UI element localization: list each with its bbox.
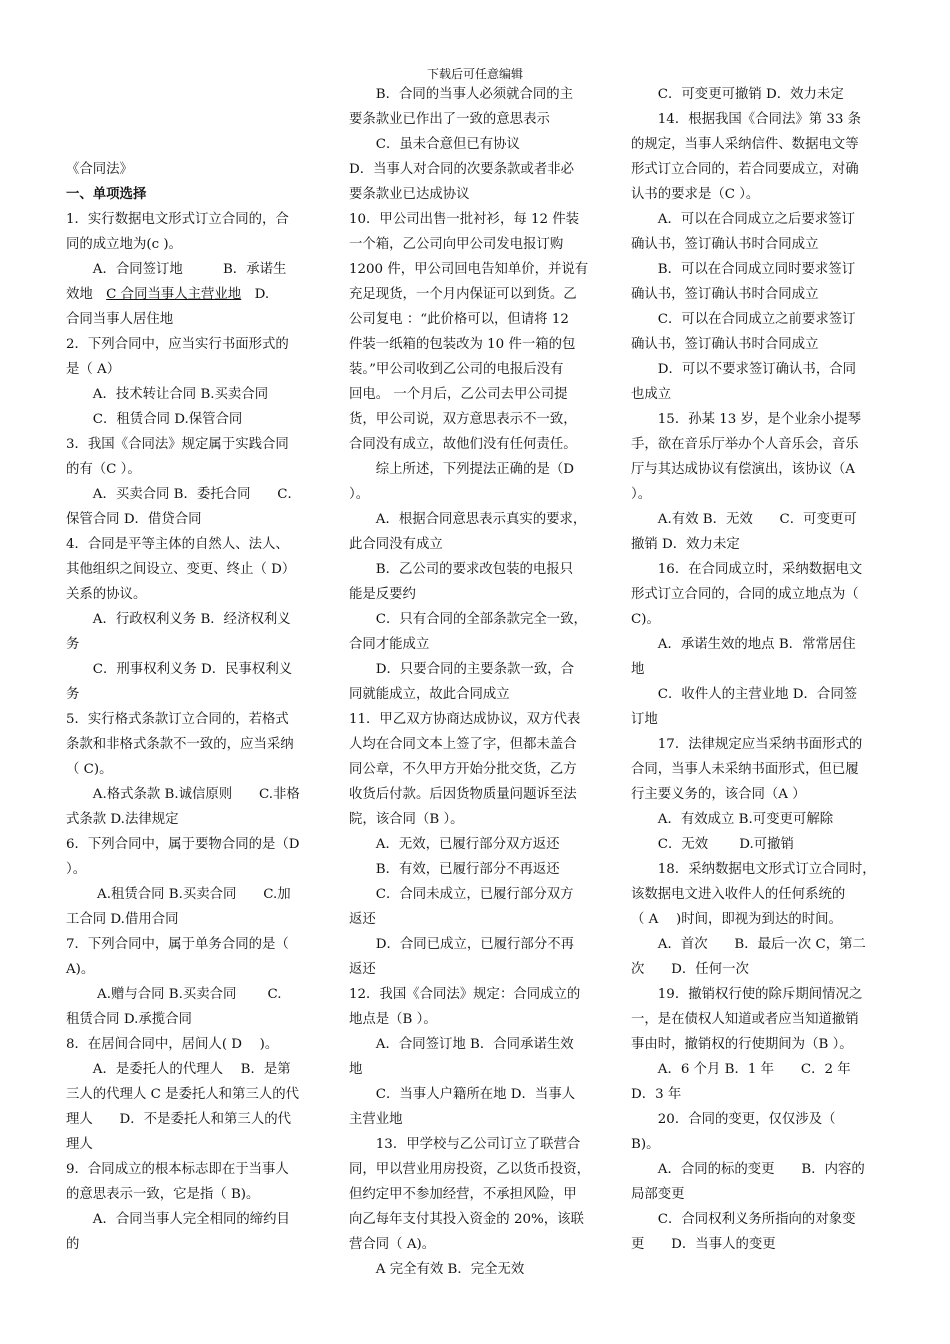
text-line [631,207,893,232]
text-line [66,1232,324,1257]
text-line [349,282,611,307]
text-line-part: 4．合同是平等主体的自然人、法人、 [66,537,289,552]
text-line [349,782,611,807]
text-line-part: 主营业地 [349,1112,403,1127]
text-line [66,1182,324,1207]
text-line-part: A．6 个月 B．1 年 C．2 年 [631,1062,851,1077]
text-line [349,582,611,607]
text-line-part: 但约定甲不参加经营，不承担风险，甲 [349,1187,577,1202]
text-line-part: 装。”甲公司收到乙公司的电报后没有 [349,362,564,377]
text-line-part: 确认书，签订确认书时合同成立 [631,287,819,302]
text-line [631,357,893,382]
text-line-part: 人均在合同文本上签了字，但都未盖合 [349,737,577,752]
text-line [349,507,611,532]
text-line [66,807,324,832]
text-line-part: C．刑事权利义务 D．民事权利义 [66,662,293,677]
text-line-part: 19．撤销权行使的除斥期间情况之 [631,987,863,1002]
text-line-part: A．根据合同意思表示真实的要求， [349,512,587,527]
text-line-part: 《合同法》 [66,162,133,177]
text-line [66,232,324,257]
text-line [66,832,324,857]
text-line [631,282,893,307]
text-line-part: 更 D．当事人的变更 [631,1237,776,1252]
text-line-part: 撤销 D．效力未定 [631,537,740,552]
text-line [631,532,893,557]
text-line-part: 工合同 D.借用合同 [66,912,179,927]
text-line-part: 保管合同 D．借贷合同 [66,512,202,527]
text-line [631,432,893,457]
text-line-part: B)。 [631,1137,660,1152]
text-line [66,1107,324,1132]
text-line-part: 订地 [631,712,658,727]
text-line-part: C．可以在合同成立之前要求签订 [631,312,856,327]
text-line [66,982,324,1007]
text-line-part: B．有效，已履行部分不再返还 [349,862,560,877]
text-line-part: C．合同未成立，已履行部分双方 [349,887,574,902]
text-line-part: 理人 D．不是委托人和第三人的代 [66,1112,291,1127]
text-line [631,1032,893,1057]
text-line [631,182,893,207]
text-line-part: 13．甲学校与乙公司订立了联营合 [349,1137,581,1152]
text-line-part: 式条款 D.法律规定 [66,812,179,827]
text-line-part: D．3 年 [631,1087,682,1102]
text-line [349,82,611,107]
text-line-part: A．合同签订地 B．合同承诺生效 [349,1037,574,1052]
text-line [349,1107,611,1132]
text-line-part: 形式订立合同的，合同的成立地点为（ [631,587,859,602]
text-line [349,107,611,132]
text-line [66,682,324,707]
text-line [631,857,893,882]
text-line-part: 厅与其达成协议有偿演出，该协议（A [631,462,855,477]
text-line [66,207,324,232]
text-line [631,907,893,932]
text-line-part: C．合同权利义务所指向的对象变 [631,1212,856,1227]
text-line-part: 理人 [66,1137,93,1152]
text-line-part: 务 [66,637,80,652]
text-line-part: A．可以在合同成立之后要求签订 [631,212,855,227]
text-line-part: C．虽未合意但已有协议 [349,137,520,152]
text-line-part: A.有效 B．无效 C．可变更可 [631,512,857,527]
text-line [349,1232,611,1257]
text-line [349,632,611,657]
text-line [631,157,893,182]
text-line-part: A．买卖合同 B．委托合同 C． [66,487,301,502]
text-line-part: 的意思表示一致，它是指（ B)。 [66,1187,260,1202]
text-line [66,1007,324,1032]
text-line-part: 17．法律规定应当采纳书面形式的 [631,737,863,752]
text-line-part: 公司复电 ：“此价格可以，但请将 12 [349,312,569,327]
text-line-part: 回电。 一个月后，乙公司去甲公司提 [349,387,568,402]
text-line-part: 要条款业已作出了一致的意思表示 [349,112,550,127]
text-line-part: 返还 [349,962,376,977]
text-line [349,857,611,882]
text-line-part: 综上所述，下列提法正确的是（D [349,462,574,477]
text-line [349,982,611,1007]
text-line-part: ）。 [349,487,370,502]
text-line [631,757,893,782]
text-line-part: 效地 [66,287,107,302]
text-line-part: 的有（C ）。 [66,462,141,477]
text-line [631,1182,893,1207]
text-line-part: 收货后付款。后因货物质量问题诉至法 [349,787,577,802]
text-line-part: A．承诺生效的地点 B．常常居住 [631,637,856,652]
text-line [349,657,611,682]
text-line [66,257,324,282]
text-line-part: 10．甲公司出售一批衬衫，每 12 件装 [349,212,580,227]
text-line [631,1057,893,1082]
text-line-part: C．无效 D.可撤销 [631,837,794,852]
text-line-part: 同公章，不久甲方开始分批交货，乙方 [349,762,577,777]
text-line [631,807,893,832]
text-line-part: ）。 [631,487,652,502]
column-2 [349,82,611,1282]
text-line [66,757,324,782]
text-line [66,307,324,332]
text-line [631,407,893,432]
text-line [349,1207,611,1232]
text-line-part: 手，欲在音乐厅举办个人音乐会，音乐 [631,437,859,452]
text-line [631,982,893,1007]
text-line [349,332,611,357]
text-line-part: ）。 [66,862,87,877]
text-line-part: 2．下列合同中，应当实行书面形式的 [66,337,289,352]
text-line [349,132,611,157]
text-line [631,457,893,482]
text-line [631,1132,893,1157]
text-line [349,382,611,407]
text-line [66,607,324,632]
text-line-part: A．合同的标的变更 B．内容的 [631,1162,865,1177]
underlined-answer: C 合同当事人主营业地 [106,287,242,302]
text-line [631,107,893,132]
text-line [66,282,324,307]
text-line [66,332,324,357]
text-line [66,1057,324,1082]
text-line-part: 地 [631,662,645,677]
text-line [631,1107,893,1132]
text-line [631,832,893,857]
text-line [66,582,324,607]
text-line-part: 次 D．任何一次 [631,962,749,977]
text-line [66,882,324,907]
text-line [631,682,893,707]
text-line [631,307,893,332]
text-line [631,257,893,282]
text-line-part: 务 [66,687,80,702]
text-line [631,482,893,507]
text-line [349,357,611,382]
text-line [349,207,611,232]
text-line [349,707,611,732]
text-line-part: A．合同当事人完全相同的缔约目 [66,1212,290,1227]
text-line [631,557,893,582]
text-line-part: 地 [349,1062,363,1077]
text-line [66,357,324,382]
column-3 [631,82,893,1257]
text-line-part: 行主要义务的，该合同（A ） [631,787,806,802]
text-line-part: 是（ A） [66,362,121,377]
text-line [349,257,611,282]
text-line-part: 局部变更 [631,1187,685,1202]
text-line-part: C．只有合同的全部条款完全一致， [349,612,587,627]
text-line-part: 货，甲公司说，双方意思表示不一致， [349,412,577,427]
text-line-part: A．是委托人的代理人 B．是第 [66,1062,291,1077]
text-line-part: 关系的协议。 [66,587,147,602]
text-line-part: D．可以不要求签订确认书，合同 [631,362,856,377]
text-line-part: A．有效成立 B.可变更可解除 [631,812,834,827]
text-line-part: 1200 件，甲公司回电告知单价，并说有 [349,262,589,277]
text-line-part: C)。 [631,612,660,627]
text-line [631,1007,893,1032]
text-line-part: 3．我国《合同法》规定属于实践合同 [66,437,289,452]
text-line-part: 6．下列合同中，属于要物合同的是（D [66,837,300,852]
text-line [66,157,324,182]
text-line [349,732,611,757]
text-line [66,632,324,657]
text-line-part: C．收件人的主营业地 D．合同签 [631,687,858,702]
text-line [66,732,324,757]
text-line [349,882,611,907]
text-line-part: A.格式条款 B.诚信原则 C.非格 [66,787,300,802]
text-line-part: 一、单项选择 [66,186,147,202]
text-line-part: 租赁合同 D.承揽合同 [66,1012,192,1027]
page-header: 下载后可任意编辑 [426,67,523,81]
text-line [631,732,893,757]
text-line [349,1032,611,1057]
text-line-part: 营合同（ A)。 [349,1237,436,1252]
text-line [66,432,324,457]
text-line [66,382,324,407]
text-line-part: 事由时，撤销权的行使期间为（B ）。 [631,1037,853,1052]
text-line-part: 确认书，签订确认书时合同成立 [631,237,819,252]
text-line [349,307,611,332]
text-line [631,632,893,657]
text-line [349,557,611,582]
text-line-part: D．合同已成立，已履行部分不再 [349,937,574,952]
text-line-part: （ A )时间，即视为到达的时间。 [631,912,842,927]
text-line [66,557,324,582]
text-line [349,457,611,482]
text-line [66,657,324,682]
text-line [631,657,893,682]
text-line [631,957,893,982]
text-line-part: 同就能成立，故此合同成立 [349,687,510,702]
text-line-part: 件装一纸箱的包装改为 10 件一箱的包 [349,337,576,352]
text-line-part: A．技术转让合同 B.买卖合同 [66,387,269,402]
text-line [66,1157,324,1182]
text-line-part: 1．实行数据电文形式订立合同的，合 [66,212,289,227]
text-line-part: 返还 [349,912,376,927]
text-line [349,907,611,932]
text-line-part: 合同没有成立，故他们没有任何责任。 [349,437,577,452]
text-line-part: 充足现货，一个月内保证可以到货。乙 [349,287,577,302]
text-line [66,532,324,557]
text-line-part: C．可变更可撤销 D．效力未定 [631,87,844,102]
text-line-part: 其他组织之间设立、变更、终止（ D） [66,562,296,577]
text-line [631,1232,893,1257]
text-line-part: 9．合同成立的根本标志即在于当事人 [66,1162,289,1177]
text-line [631,582,893,607]
section-heading [66,182,324,207]
text-line-part: 一，是在债权人知道或者应当知道撤销 [631,1012,859,1027]
text-line-part: 14．根据我国《合同法》第 33 条 [631,112,862,127]
text-line-part: 8．在居间合同中，居间人( D )。 [66,1037,279,1052]
text-line [631,1157,893,1182]
text-line [631,332,893,357]
text-line-part: 地点是（B ）。 [349,1012,437,1027]
text-line [66,957,324,982]
text-line [349,807,611,832]
text-line-part: 能是反要约 [349,587,416,602]
text-line-part: 一个箱，乙公司向甲公司发电报订购 [349,237,564,252]
text-line [631,507,893,532]
text-line [631,382,893,407]
text-line [349,957,611,982]
text-line-part: D. [241,287,270,302]
text-line-part: D．当事人对合同的次要条款或者非必 [349,162,574,177]
text-line-part: 11．甲乙双方协商达成协议，双方代表 [349,712,581,727]
text-line-part: 合同当事人居住地 [66,312,174,327]
text-line [349,1257,611,1282]
text-line [66,407,324,432]
column-1 [66,82,324,1257]
text-line-part: 7．下列合同中，属于单务合同的是（ [66,937,289,952]
text-line-part: C．租赁合同 D.保管合同 [66,412,243,427]
text-line [631,132,893,157]
text-line [349,432,611,457]
text-line-part: 向乙每年支付其投入资金的 20%，该联 [349,1212,584,1227]
text-line-part: C．当事人户籍所在地 D．当事人 [349,1087,576,1102]
text-line-part: 同的成立地为(c )。 [66,237,182,252]
text-line-part: 形式订立合同的，若合同要成立，对确 [631,162,859,177]
text-line [349,232,611,257]
text-line-part: A．无效，已履行部分双方返还 [349,837,560,852]
text-line-part: 的 [66,1237,80,1252]
text-line-part: A.租赁合同 B.买卖合同 C.加 [66,887,291,902]
text-line [631,607,893,632]
text-line [66,932,324,957]
text-line [349,1157,611,1182]
text-line-part: 15．孙某 13 岁，是个业余小提琴 [631,412,862,427]
text-line-part: B．合同的当事人必须就合同的主 [349,87,574,102]
text-line-part: 同，甲以营业用房投资，乙以货币投资， [349,1162,591,1177]
text-line [349,757,611,782]
text-line-part: 条款和非格式条款不一致的，应当采纳 [66,737,294,752]
blank-line [66,82,324,107]
text-line [349,932,611,957]
text-line-part: 5．实行格式条款订立合同的，若格式 [66,712,289,727]
text-line [349,1082,611,1107]
text-line-part: 院，该合同（B ）。 [349,812,464,827]
text-line-part: 12．我国《合同法》规定：合同成立的 [349,987,581,1002]
text-line [66,482,324,507]
text-line-part: 要条款业已达成协议 [349,187,470,202]
text-line-part: B．乙公司的要求改包装的电报只 [349,562,574,577]
text-line-part: 20．合同的变更，仅仅涉及（ [631,1112,836,1127]
text-line-part: 合同，当事人未采纳书面形式，但已履 [631,762,859,777]
text-line [349,832,611,857]
text-line-part: D．只要合同的主要条款一致，合 [349,662,574,677]
text-line [66,1132,324,1157]
text-line [66,457,324,482]
text-line-part: A．首次 B．最后一次 C，第二 [631,937,866,952]
text-line [631,782,893,807]
text-line [631,882,893,907]
text-line [349,607,611,632]
text-line [66,857,324,882]
text-line-part: 16．在合同成立时，采纳数据电文 [631,562,863,577]
text-line-part: B．可以在合同成立同时要求签订 [631,262,856,277]
text-line-part: A．合同签订地 B．承诺生 [66,262,287,277]
blank-line [66,132,324,157]
text-line [631,707,893,732]
text-line-part: 认书的要求是（C ）。 [631,187,760,202]
text-line-part: A.赠与合同 B.买卖合同 C. [66,987,282,1002]
text-line [349,1182,611,1207]
text-line [631,1207,893,1232]
text-line-part: 也成立 [631,387,672,402]
text-line [631,1082,893,1107]
text-line-part: 18．采纳数据电文形式订立合同时， [631,862,876,877]
text-line [349,182,611,207]
text-line [66,907,324,932]
text-line [66,707,324,732]
text-line-part: A．行政权利义务 B．经济权利义 [66,612,291,627]
blank-line [66,107,324,132]
text-line-part: 的规定，当事人采纳信件、数据电文等 [631,137,859,152]
text-line [349,482,611,507]
text-line [349,407,611,432]
text-line [66,782,324,807]
text-line [349,1057,611,1082]
text-line [66,1082,324,1107]
text-line [349,682,611,707]
text-line-part: 此合同没有成立 [349,537,443,552]
text-line [349,1007,611,1032]
text-line-part: 确认书，签订确认书时合同成立 [631,337,819,352]
text-line [349,532,611,557]
text-line [66,507,324,532]
text-line-part: 合同才能成立 [349,637,430,652]
text-line-part: （ C)。 [66,762,113,777]
text-line [349,1132,611,1157]
text-line-part: A)。 [66,962,95,977]
text-line-part: 三人的代理人 C 是委托人和第三人的代 [66,1087,300,1102]
text-line [66,1207,324,1232]
text-line-part: A 完全有效 B．完全无效 [349,1262,525,1277]
text-line [631,932,893,957]
text-line-part: 该数据电文进入收件人的任何系统的 [631,887,846,902]
text-line [631,232,893,257]
text-line [349,157,611,182]
text-line [631,82,893,107]
text-line [66,1032,324,1057]
